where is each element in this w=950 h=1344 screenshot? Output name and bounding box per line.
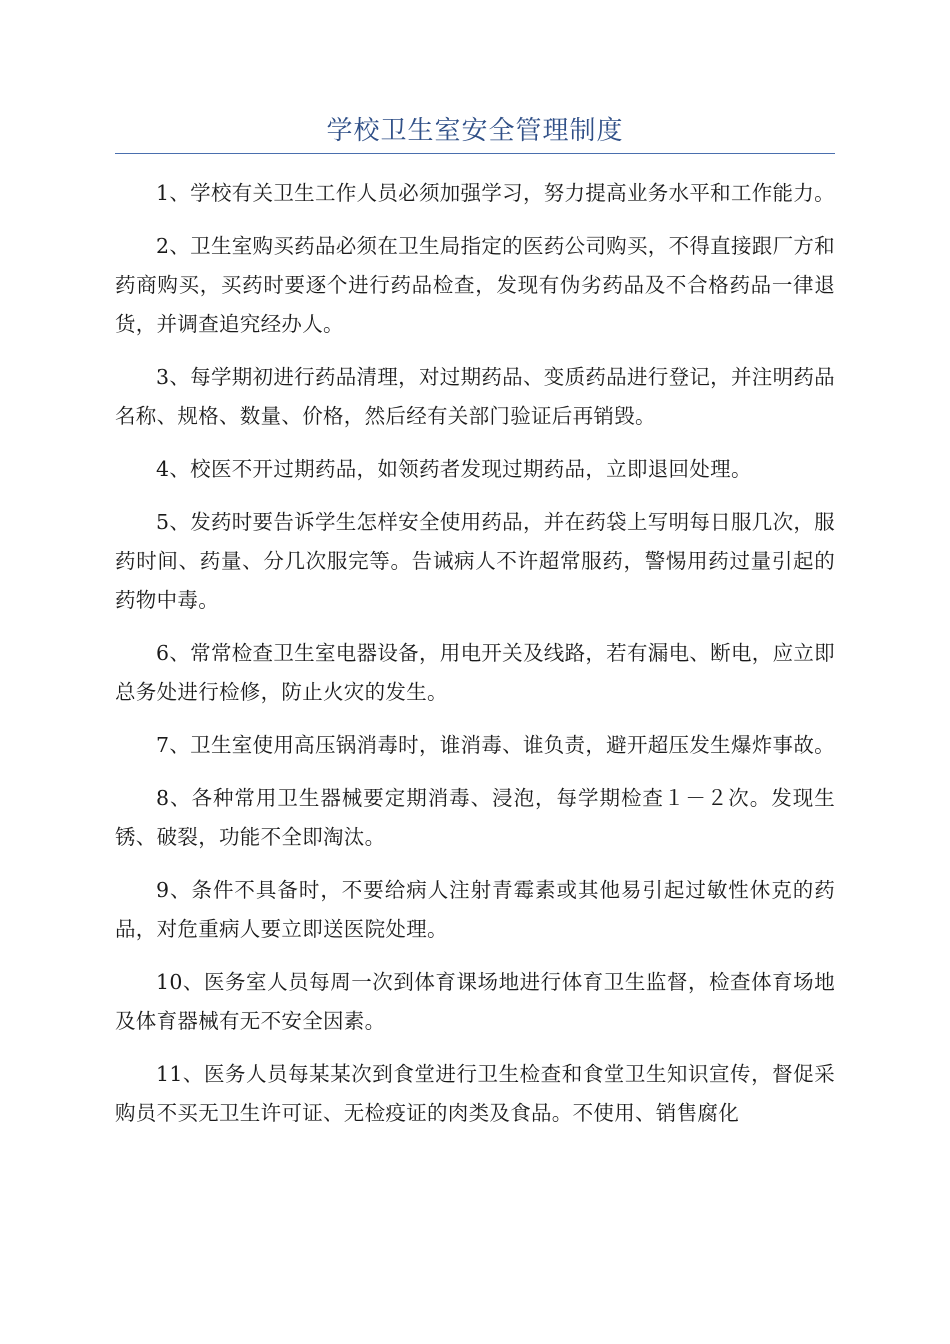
paragraph-2: 2、卫生室购买药品必须在卫生局指定的医药公司购买，不得直接跟厂方和药商购买，买药时要逐个进行药品检查，发现有伪劣药品及不合格药品一律退货，并调查追究经办人。 xyxy=(115,234,835,336)
paragraph-8: 8、各种常用卫生器械要定期消毒、浸泡，每学期检查１－２次。发现生锈、破裂，功能不全即淘汰。 xyxy=(115,786,835,849)
paragraph-4: 4、校医不开过期药品，如领药者发现过期药品，立即退回处理。 xyxy=(156,457,752,481)
document-body xyxy=(115,174,835,1147)
paragraph-5: 5、发药时要告诉学生怎样安全使用药品，并在药袋上写明每日服几次，服药时间、药量、分几次服完等。告诫病人不许超常服药，警惕用药过量引起的药物中毒。 xyxy=(115,510,835,612)
paragraph-11: 11、医务人员每某某次到食堂进行卫生检查和食堂卫生知识宣传，督促采购员不买无卫生许可证、无检疫证的肉类及食品。不使用、销售腐化 xyxy=(115,1062,835,1125)
paragraph-6: 6、常常检查卫生室电器设备，用电开关及线路，若有漏电、断电，应立即总务处进行检修，防止火灾的发生。 xyxy=(115,641,835,704)
paragraph-9: 9、条件不具备时，不要给病人注射青霉素或其他易引起过敏性休克的药品，对危重病人要立即送医院处理。 xyxy=(115,878,835,941)
page-title: 学校卫生室安全管理制度 xyxy=(326,116,624,146)
paragraph-3: 3、每学期初进行药品清理，对过期药品、变质药品进行登记，并注明药品名称、规格、数量、价格，然后经有关部门验证后再销毁。 xyxy=(115,365,835,428)
paragraph-1: 1、学校有关卫生工作人员必须加强学习，努力提高业务水平和工作能力。 xyxy=(156,181,835,205)
paragraph-10: 10、医务室人员每周一次到体育课场地进行体育卫生监督，检查体育场地及体育器械有无不安全因素。 xyxy=(115,970,835,1033)
paragraph-7: 7、卫生室使用高压锅消毒时，谁消毒、谁负责，避开超压发生爆炸事故。 xyxy=(156,733,835,757)
title-underline xyxy=(115,153,835,154)
